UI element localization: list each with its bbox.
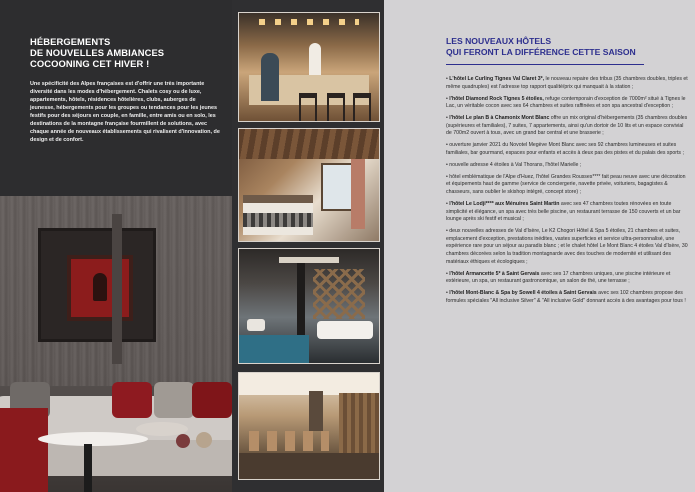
coffee-table-leg [84,444,92,492]
photo-column [232,0,384,492]
pendant-lights [259,19,359,25]
left-heading-line-2: DE NOUVELLES AMBIANCES [30,47,165,58]
hotel-item: • ouverture janvier 2021 du Novotel Megève Mont Blanc avec ses 92 chambres lumineuses et suites familiales, bar gourmand, espaces pour enfants et accès à deux pas des pistes et du palais des sports ; [446,142,684,156]
bar-stool-2 [327,93,345,122]
bar-stool-1 [299,93,317,122]
right-heading [446,36,686,58]
left-heading-line-1: HÉBERGEMENTS [30,36,111,47]
left-panel [0,0,232,492]
artwork-red-panel [67,255,133,321]
bed-blanket [243,213,313,227]
living-room-photo [0,196,232,492]
hotel-item: • l'hôtel Le Lodji**** aux Ménuires Saint Martin avec ses 47 chambres toutes rénovées en toute simplicité et élégance, un spa avec très belle piscine, un restaurant terrasse de 150 couverts et un bar lounge après ski festif et musical ; [446,201,681,223]
hotel-item: • l'hôtel Mont-Blanc & Spa by Sowell 4 étoiles à Saint Gervais avec ses 102 chambres propose des formules spéciales "All inclusive Silver" & "All inclusive Gold" donnant accès à des avantages pour tous ! [446,290,686,304]
lattice-screen [313,269,365,319]
photo-hotel-lounge-pool [238,248,380,364]
photo-hotel-restaurant [238,372,380,480]
curtain [351,159,365,229]
photo-chalet-bedroom [238,128,380,242]
pillow-red-right [192,382,232,418]
window [321,163,353,211]
bar-stool-3 [353,93,371,122]
fireplace-hood [309,391,323,431]
floor [239,453,379,479]
coffee-table [38,432,148,446]
pillow-red [112,382,152,418]
hotel-list [446,76,690,310]
white-sofa [317,321,373,339]
heading-underline [446,64,644,65]
decor-ball-2 [196,432,212,448]
wall-artwork [38,228,156,342]
customer [261,53,279,101]
dining-chairs [249,431,329,451]
ceiling-light [279,257,339,263]
hotel-item: • hôtel emblématique de l'Alpe d'Huez, l'hôtel Grandes Rousses**** fait peau neuve avec une décoration et équipements haut de gamme (service de conciergerie, navette privée, voituriers, bagagistes & chasseurs, sans oublier le skishop intégré, concept store) ; [446,173,686,196]
hotel-item: • L'hôtel Le Curling Tignes Val Claret 3*, le nouveau repaire des tribus (35 chambres doubles, triples et même quadruples) est l'adresse top rapport qualité/prix qui manquait à la station ; [446,76,688,90]
pillow-pattern [154,382,194,418]
hotel-item: • nouvelle adresse 4 étoiles à Val Thorans, l'hôtel Marielle ; [446,161,582,168]
artwork-figure [93,273,107,301]
hotel-item: • l'hôtel Le plan B à Chamonix Mont Blanc offre un mix original d'hébergements (35 chambres doubles (supérieures et familiales), 7 suites, 7 appartements, ainsi qu'un dortoir de 10 lits et un espace convivial de 700m2 ouvert à tous, avec un grand bar central et une brasserie ; [446,115,688,137]
photo-hotel-bar [238,12,380,122]
right-heading-line-1: LES NOUVEAUX HÔTELS [446,36,552,46]
lounge-chair [247,319,265,331]
hotel-item: • l'hôtel Diamond Rock Tignes 5 étoiles, refuge contemporain d'exception de 7000m² situé à Tignes le Lac, un véritable cocon avec ses 64 chambres et suites raffinées et son spa ancestral d'exception ; [446,95,686,110]
hotel-item: • deux nouvelles adresses de Val d'Isère, Le K2 Chogori Hôtel & Spa 5 étoiles, 21 chambres et suites, emplacement d'exception, prestations inédites, vastes superficies et service ultra-personnalisé, une expérience rare pour un séjour au paradis blanc ; et le chalet hôtel Le Mont Blanc 4 étoiles Val d'Isère, 30 chambres décorées selon la tradition montagnarde avec des touches de modernité et utilisant des matériaux éthiques et écologiques ; [446,228,688,265]
right-heading-line-2: QUI FERONT LA DIFFÉRENCE CETTE SAISON [446,47,636,57]
left-heading [30,36,220,69]
decor-ball [176,434,190,448]
bartender [309,43,321,75]
wood-ceiling [239,129,379,159]
hotel-item: • l'hôtel Armancette 5* à Saint Gervais avec ses 17 chambres uniques, une piscine intérieure et extérieure, un spa, un restaurant gastronomique, un salon de thé, une terrasse ; [446,270,671,285]
pool [239,335,309,363]
right-panel [384,0,695,492]
left-intro-paragraph: Une spécificité des Alpes françaises est d'offrir une très importante diversité dans les modes d'hébergement. Chalets cosy ou de luxe, appartements, hôtels, résidences hôtelières, clubs, auberges de jeunesse, hébergements pour les groupes ou tendances pour les jeunes festifs pour des séjours en couple, en famille, entre amis ou en solo, les destinations de la montagne française fourmillent de solutions, avec chaque année de nouveaux établissements qui rivalisent d'innovation, de design et de confort. [30,81,220,143]
left-heading-line-3: COCOONING CET HIVER ! [30,58,150,69]
floor-lamp [112,214,122,364]
red-blanket [0,408,48,492]
